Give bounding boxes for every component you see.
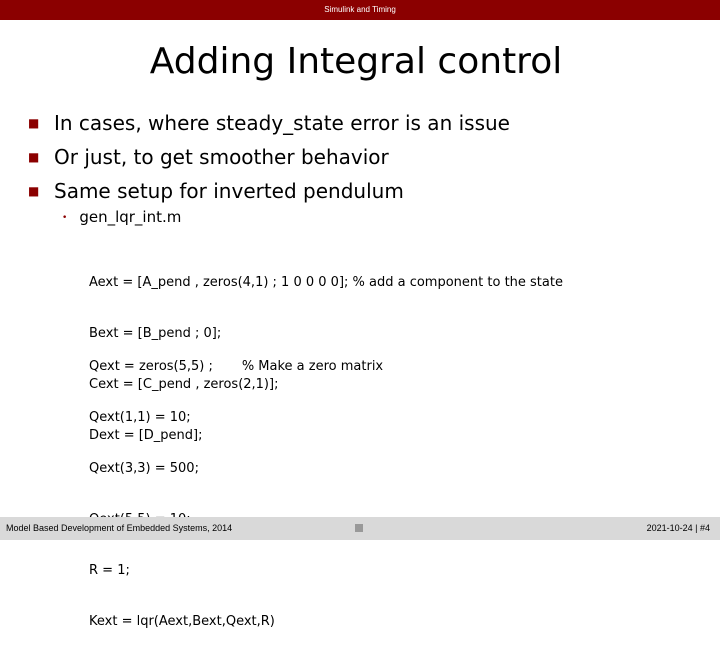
footer-course: Model Based Development of Embedded Systems, 2014 — [6, 523, 233, 533]
bullet-item — [28, 140, 510, 174]
bullet-item — [28, 106, 510, 140]
bullet-text: Or just, to get smoother behavior — [54, 145, 389, 169]
header-text: Simulink and Timing — [324, 5, 396, 14]
code-block-2 — [89, 324, 383, 647]
code-line: Qext = zeros(5,5) ; % Make a zero matrix — [89, 359, 384, 374]
bullet-text: Same setup for inverted pendulum — [54, 179, 404, 203]
sub-bullet — [62, 207, 181, 228]
square-bullet-icon: ■ — [28, 150, 40, 164]
code-line: Qext(3,3) = 500; — [89, 461, 199, 476]
code-line: Dext = [D_pend]; — [89, 428, 203, 443]
bullet-item — [28, 174, 510, 208]
code-line: Kext = lqr(Aext,Bext,Qext,R) — [89, 614, 275, 629]
code-line: R = 1; — [89, 563, 130, 578]
slide-title: Adding Integral control — [149, 41, 563, 82]
footer-bar — [0, 517, 720, 540]
square-bullet-icon: ■ — [28, 116, 40, 130]
code-line: Aext = [A_pend , zeros(4,1) ; 1 0 0 0 0]; % add a component to the state — [89, 275, 563, 290]
code-line: Qext(1,1) = 10; — [89, 410, 191, 425]
header-bar — [0, 0, 720, 20]
bullet-list — [28, 106, 510, 208]
square-bullet-icon: ■ — [28, 184, 40, 198]
footer-date-page: 2021-10-24 | #4 — [646, 523, 710, 533]
code-line: Cext = [C_pend , zeros(2,1)]; — [89, 377, 279, 392]
footer-square-icon — [355, 524, 363, 532]
code-line: Bext = [B_pend ; 0]; — [89, 326, 222, 341]
round-bullet-icon: • — [62, 213, 68, 223]
bullet-text: In cases, where steady_state error is an issue — [54, 111, 510, 135]
sub-bullet-text: gen_lqr_int.m — [79, 208, 182, 226]
